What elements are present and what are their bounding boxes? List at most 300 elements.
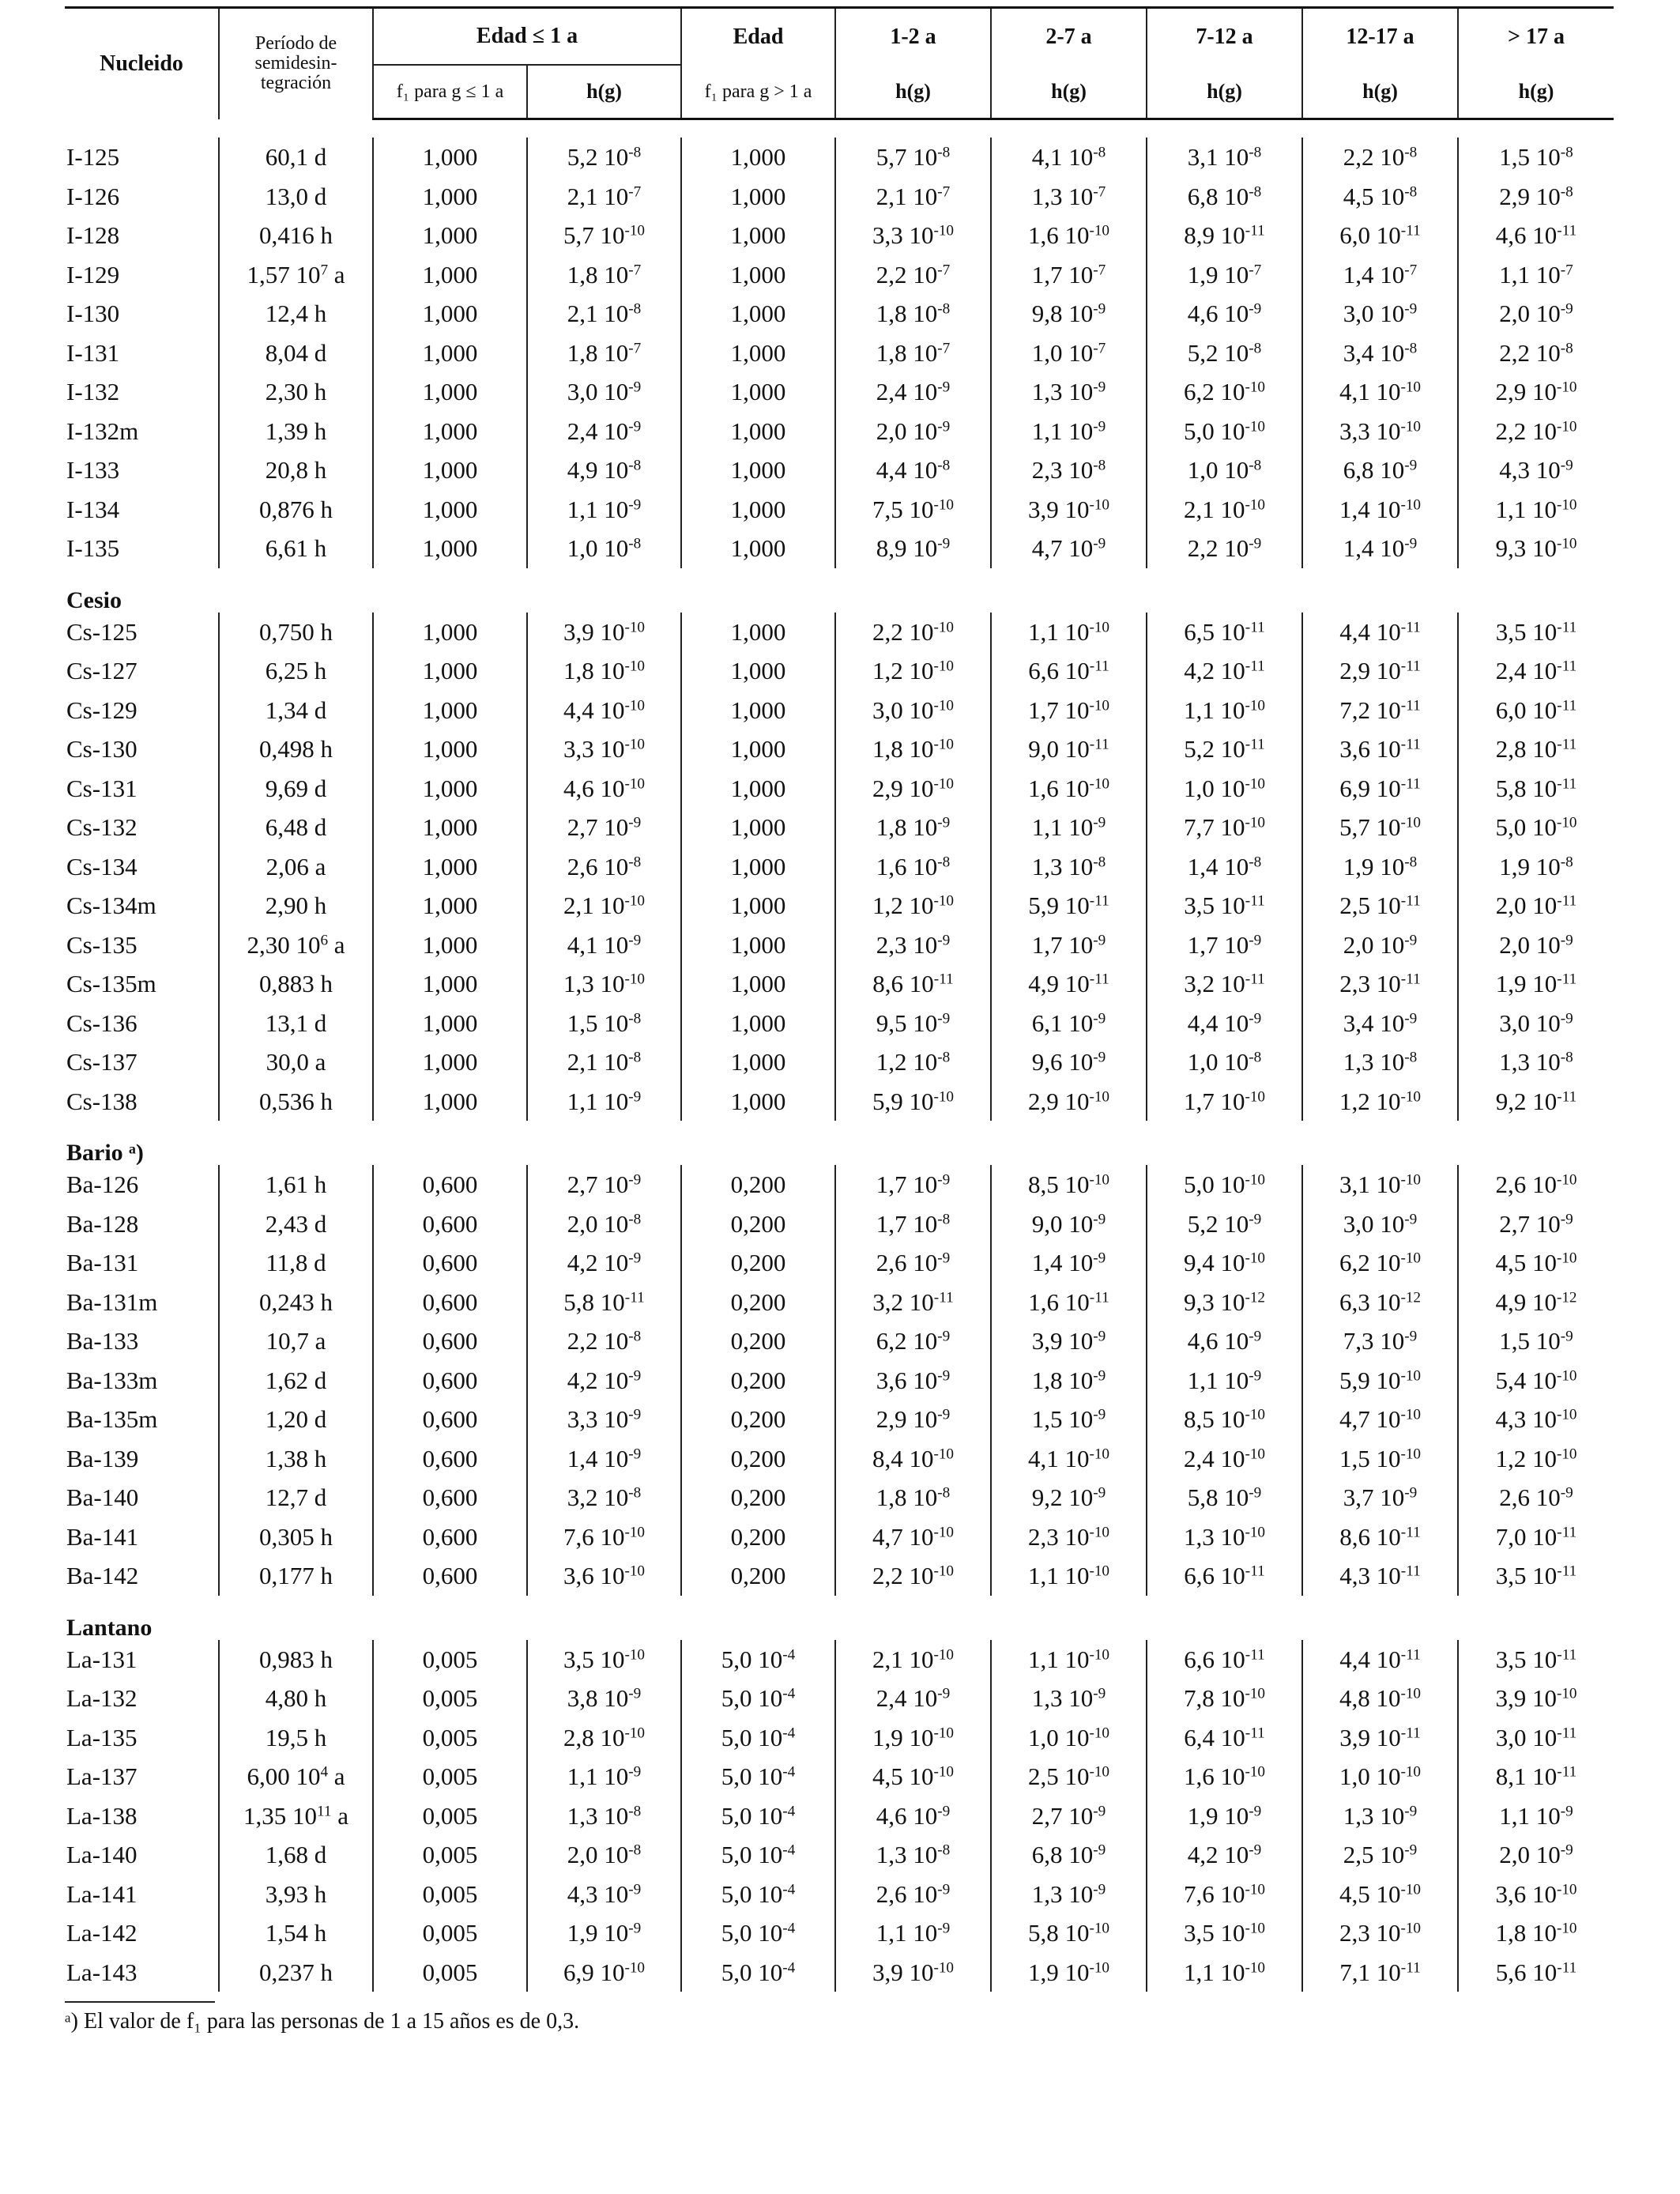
cell-periodo: 6,61 h xyxy=(219,529,373,568)
cell-hg-2-7: 2,3 $10^{-10}$ xyxy=(991,1517,1147,1557)
cell-hg-12-17: 1,4 $10^{-10}$ xyxy=(1302,490,1458,530)
exponent: -8 xyxy=(1249,183,1262,201)
exponent: -10 xyxy=(1089,1646,1110,1664)
cell-nucleido: Cs-135 xyxy=(65,925,219,965)
exponent: -10 xyxy=(1089,1725,1110,1742)
cell-hg-1-2: 2,3 $10^{-9}$ xyxy=(835,925,991,965)
cell-hg-1-2: 1,7 $10^{-8}$ xyxy=(835,1204,991,1244)
cell-hg-12-17: 7,2 $10^{-11}$ xyxy=(1302,691,1458,730)
exponent: -8 xyxy=(1404,183,1418,201)
exponent: -4 xyxy=(782,1685,796,1702)
cell-hg-gt17: 2,2 $10^{-8}$ xyxy=(1499,338,1573,367)
exponent: -8 xyxy=(628,1328,642,1345)
exponent: -9 xyxy=(1249,932,1262,949)
cell-f1-le1: 1,000 xyxy=(373,529,527,568)
cell-hg-12-17: 4,1 $10^{-10}$ xyxy=(1302,372,1458,412)
exponent: 11 xyxy=(316,1803,332,1820)
cell-nucleido: I-126 xyxy=(65,177,219,217)
cell-hg-12-17: 1,4 $10^{-9}$ xyxy=(1302,529,1458,568)
exponent: -10 xyxy=(1089,1171,1110,1189)
exponent: -10 xyxy=(1400,1406,1422,1423)
cell-hg-2-7: 6,8 $10^{-9}$ xyxy=(991,1835,1147,1875)
cell-hg-1-2: 8,4 $10^{-10}$ xyxy=(835,1439,991,1479)
cell-hg-7-12: 9,3 $10^{-12}$ xyxy=(1147,1283,1302,1322)
cell-hg-2-7: 4,7 $10^{-9}$ xyxy=(991,529,1147,568)
exponent: -10 xyxy=(1245,496,1266,514)
cell-nucleido: I-135 xyxy=(65,529,219,568)
exponent: -9 xyxy=(628,1171,642,1189)
exponent: -9 xyxy=(937,1171,951,1189)
exponent: -9 xyxy=(1560,1211,1573,1228)
exponent: -11 xyxy=(1089,1289,1109,1306)
header-f1-le1: f₁ para g ≤ 1 a xyxy=(373,65,527,119)
cell-hg-2-7: 2,7 $10^{-9}$ xyxy=(991,1796,1147,1836)
exponent: -10 xyxy=(1245,1881,1266,1898)
cell-hg-1-2: 1,7 $10^{-9}$ xyxy=(835,1165,991,1204)
cell-hg-1-2: 4,7 $10^{-10}$ xyxy=(835,1517,991,1557)
cell-hg-1-2: 1,6 $10^{-8}$ xyxy=(835,847,991,887)
cell-hg-le1: 2,1 $10^{-7}$ xyxy=(527,177,681,217)
cell-hg-12-17: 1,9 $10^{-8}$ xyxy=(1302,847,1458,887)
cell-f1-gt1: 1,000 xyxy=(681,216,835,255)
exponent: -10 xyxy=(1556,1406,1577,1423)
exponent: -11 xyxy=(1245,1725,1265,1742)
cell-hg-1-2: 2,6 $10^{-9}$ xyxy=(835,1875,991,1914)
exponent: -11 xyxy=(1557,658,1577,675)
exponent: -8 xyxy=(628,1842,642,1859)
exponent: -7 xyxy=(937,183,951,201)
exponent: -8 xyxy=(937,1484,951,1502)
cell-periodo: 2,30 $10^6$ a xyxy=(219,925,373,965)
cell-hg-1-2: 2,2 $10^{-10}$ xyxy=(835,1556,991,1596)
cell-f1-gt1: 1,000 xyxy=(681,372,835,412)
cell-hg-2-7: 1,1 $10^{-9}$ xyxy=(991,808,1147,847)
cell-hg-gt17: 2,6 $10^{-10}$ xyxy=(1495,1171,1577,1199)
cell-nucleido: Cs-130 xyxy=(65,729,219,769)
table-row xyxy=(65,1913,1614,1953)
table-row xyxy=(65,294,1614,334)
exponent: -11 xyxy=(1400,1725,1421,1742)
exponent: -8 xyxy=(628,1049,642,1066)
cell-hg-gt17: 1,1 $10^{-7}$ xyxy=(1499,260,1573,288)
exponent: -9 xyxy=(1093,1685,1106,1702)
exponent: -10 xyxy=(933,736,955,753)
cell-hg-12-17: 4,5 $10^{-8}$ xyxy=(1302,177,1458,217)
exponent: -9 xyxy=(1093,1842,1106,1859)
cell-hg-7-12: 1,0 $10^{-10}$ xyxy=(1147,769,1302,809)
exponent: -11 xyxy=(1557,892,1577,910)
exponent: 7 xyxy=(320,262,329,279)
table-row xyxy=(65,808,1614,847)
exponent: -8 xyxy=(628,144,642,161)
cell-f1-gt1: 0,200 xyxy=(681,1165,835,1204)
cell-f1-gt1: 1,000 xyxy=(681,808,835,847)
cell-hg-gt17: 7,0 $10^{-11}$ xyxy=(1495,1522,1577,1551)
table-row xyxy=(65,964,1614,1004)
exponent: -10 xyxy=(1400,496,1422,514)
exponent: -11 xyxy=(1245,971,1265,988)
cell-hg-1-2: 5,7 $10^{-8}$ xyxy=(835,138,991,177)
cell-f1-le1: 1,000 xyxy=(373,691,527,730)
exponent: -11 xyxy=(1245,222,1265,239)
exponent: -8 xyxy=(937,1049,951,1066)
exponent: -11 xyxy=(1400,775,1421,793)
cell-periodo: 0,305 h xyxy=(219,1517,373,1557)
cell-hg-7-12: 5,8 $10^{-9}$ xyxy=(1147,1478,1302,1517)
exponent: -11 xyxy=(1557,619,1577,636)
exponent: -8 xyxy=(937,300,951,318)
cell-hg-le1: 1,1 $10^{-9}$ xyxy=(527,1757,681,1796)
cell-hg-gt17: 4,6 $10^{-11}$ xyxy=(1495,221,1577,250)
exponent: -10 xyxy=(624,971,646,988)
cell-hg-7-12: 2,4 $10^{-10}$ xyxy=(1147,1439,1302,1479)
cell-hg-12-17: 3,4 $10^{-8}$ xyxy=(1302,334,1458,373)
exponent: -9 xyxy=(1404,1803,1418,1820)
exponent: -10 xyxy=(1089,619,1110,636)
table-row xyxy=(65,450,1614,490)
section-title: Bario ᵃ) xyxy=(66,1140,144,1165)
cell-hg-gt17: 2,4 $10^{-11}$ xyxy=(1495,657,1577,685)
cell-f1-gt1: 1,000 xyxy=(681,1082,835,1122)
cell-hg-2-7: 1,1 $10^{-10}$ xyxy=(991,1640,1147,1679)
cell-nucleido: Cs-138 xyxy=(65,1082,219,1122)
header-row-1 xyxy=(65,8,1614,66)
exponent: -8 xyxy=(1560,854,1573,871)
cell-f1-le1: 0,600 xyxy=(373,1321,527,1361)
exponent: -10 xyxy=(624,222,646,239)
cell-hg-gt17: 5,0 $10^{-10}$ xyxy=(1495,813,1577,842)
exponent: -10 xyxy=(933,1524,955,1541)
table-row xyxy=(65,613,1614,652)
cell-periodo: 6,00 $10^4$ a xyxy=(219,1757,373,1796)
cell-hg-7-12: 7,6 $10^{-10}$ xyxy=(1147,1875,1302,1914)
cell-hg-gt17: 6,0 $10^{-11}$ xyxy=(1495,696,1577,724)
cell-hg-le1: 1,9 $10^{-9}$ xyxy=(527,1913,681,1953)
cell-nucleido: I-125 xyxy=(65,138,219,177)
exponent: -11 xyxy=(1557,1524,1577,1541)
exponent: -10 xyxy=(933,1725,955,1742)
exponent: -10 xyxy=(1089,1446,1110,1463)
cell-hg-le1: 1,4 $10^{-9}$ xyxy=(527,1439,681,1479)
cell-periodo: 2,30 h xyxy=(219,372,373,412)
table-row xyxy=(65,529,1614,568)
cell-hg-1-2: 1,2 $10^{-10}$ xyxy=(835,886,991,925)
cell-hg-1-2: 1,3 $10^{-8}$ xyxy=(835,1835,991,1875)
exponent: -9 xyxy=(937,1803,951,1820)
cell-nucleido: Ba-140 xyxy=(65,1478,219,1517)
exponent: -8 xyxy=(1560,1049,1573,1066)
cell-hg-7-12: 1,4 $10^{-8}$ xyxy=(1147,847,1302,887)
table-row xyxy=(65,490,1614,530)
exponent: -10 xyxy=(1245,1406,1266,1423)
exponent: -8 xyxy=(1249,144,1262,161)
section-header-row xyxy=(65,1121,1614,1165)
exponent: -9 xyxy=(1249,1842,1262,1859)
table-row xyxy=(65,1204,1614,1244)
exponent: -11 xyxy=(1245,1646,1265,1664)
cell-hg-le1: 2,1 $10^{-8}$ xyxy=(527,1042,681,1082)
cell-hg-2-7: 1,8 $10^{-9}$ xyxy=(991,1361,1147,1400)
cell-f1-gt1: 1,000 xyxy=(681,490,835,530)
exponent: -11 xyxy=(1557,775,1577,793)
cell-hg-le1: 3,5 $10^{-10}$ xyxy=(527,1640,681,1679)
header-age-gt17: > 17 a xyxy=(1458,8,1614,66)
cell-hg-le1: 2,8 $10^{-10}$ xyxy=(527,1718,681,1758)
cell-periodo: 1,62 d xyxy=(219,1361,373,1400)
cell-hg-7-12: 3,5 $10^{-11}$ xyxy=(1147,886,1302,925)
cell-hg-7-12: 4,4 $10^{-9}$ xyxy=(1147,1004,1302,1043)
exponent: -8 xyxy=(1093,144,1106,161)
exponent: -10 xyxy=(1556,814,1577,831)
cell-hg-7-12: 5,2 $10^{-9}$ xyxy=(1147,1204,1302,1244)
cell-hg-gt17: 2,9 $10^{-8}$ xyxy=(1499,182,1573,210)
cell-hg-gt17: 3,5 $10^{-11}$ xyxy=(1495,1645,1577,1673)
cell-hg-7-12: 9,4 $10^{-10}$ xyxy=(1147,1243,1302,1283)
exponent: -9 xyxy=(937,1920,951,1937)
exponent: -11 xyxy=(1557,1563,1577,1580)
cell-hg-7-12: 8,5 $10^{-10}$ xyxy=(1147,1400,1302,1439)
cell-periodo: 1,57 $10^7$ a xyxy=(219,255,373,295)
cell-hg-le1: 4,9 $10^{-8}$ xyxy=(527,450,681,490)
cell-hg-le1: 2,0 $10^{-8}$ xyxy=(527,1835,681,1875)
cell-hg-12-17: 3,6 $10^{-11}$ xyxy=(1302,729,1458,769)
cell-periodo: 1,39 h xyxy=(219,412,373,451)
cell-f1-gt1: 1,000 xyxy=(681,886,835,925)
cell-f1-gt1: 5,0 $10^{-4}$ xyxy=(681,1875,835,1914)
exponent: -9 xyxy=(628,932,642,949)
cell-hg-1-2: 6,2 $10^{-9}$ xyxy=(835,1321,991,1361)
cell-hg-7-12: 5,0 $10^{-10}$ xyxy=(1147,412,1302,451)
cell-hg-le1: 1,5 $10^{-8}$ xyxy=(527,1004,681,1043)
cell-hg-2-7: 1,7 $10^{-7}$ xyxy=(991,255,1147,295)
exponent: -9 xyxy=(1093,932,1106,949)
cell-hg-7-12: 1,9 $10^{-7}$ xyxy=(1147,255,1302,295)
cell-hg-7-12: 6,5 $10^{-11}$ xyxy=(1147,613,1302,652)
cell-hg-1-2: 3,0 $10^{-10}$ xyxy=(835,691,991,730)
cell-hg-12-17: 8,6 $10^{-11}$ xyxy=(1302,1517,1458,1557)
exponent: -10 xyxy=(1400,1088,1422,1106)
exponent: -10 xyxy=(1400,1250,1422,1267)
exponent: -9 xyxy=(1093,418,1106,435)
header-hg-12-17: h(g) xyxy=(1302,65,1458,119)
exponent: -10 xyxy=(933,1088,955,1106)
cell-hg-gt17: 2,0 $10^{-9}$ xyxy=(1499,300,1573,328)
cell-nucleido: Cs-132 xyxy=(65,808,219,847)
exponent: -9 xyxy=(628,496,642,514)
exponent: -8 xyxy=(628,300,642,318)
exponent: -4 xyxy=(782,1842,796,1859)
exponent: -11 xyxy=(1557,736,1577,753)
exponent: -10 xyxy=(1089,222,1110,239)
cell-hg-7-12: 5,2 $10^{-11}$ xyxy=(1147,729,1302,769)
cell-hg-2-7: 6,1 $10^{-9}$ xyxy=(991,1004,1147,1043)
exponent: -9 xyxy=(1093,1484,1106,1502)
exponent: -12 xyxy=(1400,1289,1422,1306)
cell-periodo: 1,61 h xyxy=(219,1165,373,1204)
cell-periodo: 1,34 d xyxy=(219,691,373,730)
cell-hg-1-2: 2,6 $10^{-9}$ xyxy=(835,1243,991,1283)
cell-hg-1-2: 7,5 $10^{-10}$ xyxy=(835,490,991,530)
exponent: -9 xyxy=(1404,1211,1418,1228)
cell-periodo: 13,0 d xyxy=(219,177,373,217)
cell-nucleido: La-138 xyxy=(65,1796,219,1836)
cell-hg-le1: 2,7 $10^{-9}$ xyxy=(527,1165,681,1204)
cell-hg-2-7: 1,7 $10^{-9}$ xyxy=(991,925,1147,965)
table-row xyxy=(65,1478,1614,1517)
document-page xyxy=(65,6,1614,2188)
cell-hg-le1: 1,1 $10^{-9}$ xyxy=(527,490,681,530)
cell-f1-le1: 1,000 xyxy=(373,925,527,965)
cell-hg-gt17: 4,9 $10^{-12}$ xyxy=(1495,1287,1577,1316)
cell-hg-12-17: 6,9 $10^{-11}$ xyxy=(1302,769,1458,809)
cell-hg-le1: 3,9 $10^{-10}$ xyxy=(527,613,681,652)
exponent: -10 xyxy=(1400,814,1422,831)
cell-hg-2-7: 6,6 $10^{-11}$ xyxy=(991,651,1147,691)
cell-hg-2-7: 4,1 $10^{-8}$ xyxy=(991,138,1147,177)
exponent: -9 xyxy=(937,1250,951,1267)
exponent: -9 xyxy=(1560,457,1573,474)
cell-f1-le1: 0,005 xyxy=(373,1835,527,1875)
cell-f1-le1: 0,005 xyxy=(373,1796,527,1836)
cell-hg-7-12: 1,0 $10^{-8}$ xyxy=(1147,450,1302,490)
cell-periodo: 0,536 h xyxy=(219,1082,373,1122)
exponent: -9 xyxy=(628,379,642,396)
header-hg-2-7: h(g) xyxy=(991,65,1147,119)
table-row xyxy=(65,1796,1614,1836)
exponent: -11 xyxy=(1400,1563,1421,1580)
table-row xyxy=(65,925,1614,965)
cell-hg-7-12: 6,6 $10^{-11}$ xyxy=(1147,1640,1302,1679)
exponent: -9 xyxy=(1093,1881,1106,1898)
cell-hg-2-7: 3,9 $10^{-10}$ xyxy=(991,490,1147,530)
cell-hg-7-12: 6,8 $10^{-8}$ xyxy=(1147,177,1302,217)
cell-hg-7-12: 5,0 $10^{-10}$ xyxy=(1147,1165,1302,1204)
cell-hg-2-7: 9,2 $10^{-9}$ xyxy=(991,1478,1147,1517)
table-row xyxy=(65,1679,1614,1718)
table-row xyxy=(65,1004,1614,1043)
cell-hg-1-2: 5,9 $10^{-10}$ xyxy=(835,1082,991,1122)
cell-hg-7-12: 1,3 $10^{-10}$ xyxy=(1147,1517,1302,1557)
cell-periodo: 4,80 h xyxy=(219,1679,373,1718)
cell-hg-1-2: 2,0 $10^{-9}$ xyxy=(835,412,991,451)
cell-nucleido: Cs-125 xyxy=(65,613,219,652)
cell-nucleido: I-128 xyxy=(65,216,219,255)
exponent: -10 xyxy=(1556,496,1577,514)
cell-hg-12-17: 6,8 $10^{-9}$ xyxy=(1302,450,1458,490)
exponent: -10 xyxy=(1245,814,1266,831)
exponent: -10 xyxy=(1245,1524,1266,1541)
exponent: -9 xyxy=(1093,535,1106,552)
exponent: -10 xyxy=(1556,379,1577,396)
table-row xyxy=(65,1718,1614,1758)
cell-hg-7-12: 4,6 $10^{-9}$ xyxy=(1147,294,1302,334)
table-row xyxy=(65,1042,1614,1082)
exponent: -11 xyxy=(1400,658,1421,675)
cell-nucleido: Ba-131 xyxy=(65,1243,219,1283)
cell-f1-le1: 1,000 xyxy=(373,651,527,691)
cell-f1-le1: 0,005 xyxy=(373,1875,527,1914)
exponent: -4 xyxy=(782,1881,796,1898)
exponent: -8 xyxy=(1560,340,1573,357)
exponent: -11 xyxy=(1245,658,1265,675)
cell-hg-gt17: 3,5 $10^{-11}$ xyxy=(1495,1562,1577,1590)
exponent: -9 xyxy=(1560,1328,1573,1345)
cell-hg-7-12: 2,2 $10^{-9}$ xyxy=(1147,529,1302,568)
exponent: -10 xyxy=(933,892,955,910)
table-row xyxy=(65,138,1614,177)
cell-hg-12-17: 3,9 $10^{-11}$ xyxy=(1302,1718,1458,1758)
cell-nucleido: Ba-133 xyxy=(65,1321,219,1361)
cell-hg-gt17: 1,1 $10^{-10}$ xyxy=(1495,495,1577,523)
table-row xyxy=(65,1640,1614,1679)
exponent: -8 xyxy=(1093,854,1106,871)
exponent: -11 xyxy=(1557,1646,1577,1664)
cell-hg-12-17: 2,0 $10^{-9}$ xyxy=(1302,925,1458,965)
cell-hg-le1: 2,2 $10^{-8}$ xyxy=(527,1321,681,1361)
exponent: -11 xyxy=(1400,736,1421,753)
cell-f1-gt1: 1,000 xyxy=(681,964,835,1004)
cell-hg-2-7: 1,3 $10^{-9}$ xyxy=(991,1875,1147,1914)
cell-hg-2-7: 1,3 $10^{-9}$ xyxy=(991,1679,1147,1718)
cell-hg-12-17: 1,0 $10^{-10}$ xyxy=(1302,1757,1458,1796)
cell-periodo: 0,498 h xyxy=(219,729,373,769)
cell-hg-1-2: 1,8 $10^{-8}$ xyxy=(835,294,991,334)
cell-hg-12-17: 1,3 $10^{-8}$ xyxy=(1302,1042,1458,1082)
exponent: -7 xyxy=(628,183,642,201)
exponent: -10 xyxy=(1089,775,1110,793)
cell-hg-le1: 7,6 $10^{-10}$ xyxy=(527,1517,681,1557)
exponent: -10 xyxy=(1556,1920,1577,1937)
exponent: -11 xyxy=(1400,222,1421,239)
cell-periodo: 0,983 h xyxy=(219,1640,373,1679)
cell-periodo: 0,876 h xyxy=(219,490,373,530)
cell-f1-le1: 1,000 xyxy=(373,450,527,490)
cell-hg-2-7: 5,9 $10^{-11}$ xyxy=(991,886,1147,925)
cell-hg-le1: 5,7 $10^{-10}$ xyxy=(527,216,681,255)
cell-nucleido: Cs-129 xyxy=(65,691,219,730)
cell-f1-gt1: 0,200 xyxy=(681,1400,835,1439)
exponent: -9 xyxy=(628,418,642,435)
table-row xyxy=(65,847,1614,887)
cell-hg-le1: 2,1 $10^{-8}$ xyxy=(527,294,681,334)
cell-hg-gt17: 2,0 $10^{-9}$ xyxy=(1499,930,1573,959)
header-periodo-line3: tegración xyxy=(260,73,332,94)
exponent: -8 xyxy=(628,1803,642,1820)
exponent: -9 xyxy=(937,1881,951,1898)
exponent: -10 xyxy=(1245,697,1266,714)
cell-f1-le1: 0,600 xyxy=(373,1478,527,1517)
cell-hg-7-12: 5,2 $10^{-8}$ xyxy=(1147,334,1302,373)
cell-hg-le1: 3,2 $10^{-8}$ xyxy=(527,1478,681,1517)
exponent: -10 xyxy=(1245,1920,1266,1937)
cell-hg-7-12: 3,2 $10^{-11}$ xyxy=(1147,964,1302,1004)
exponent: -10 xyxy=(933,1563,955,1580)
spacer-row xyxy=(65,119,1614,138)
cell-hg-7-12: 3,5 $10^{-10}$ xyxy=(1147,1913,1302,1953)
exponent: -9 xyxy=(628,1406,642,1423)
cell-hg-gt17: 1,9 $10^{-11}$ xyxy=(1495,970,1577,998)
exponent: -10 xyxy=(624,892,646,910)
cell-hg-le1: 3,3 $10^{-10}$ xyxy=(527,729,681,769)
cell-hg-gt17: 1,8 $10^{-10}$ xyxy=(1495,1919,1577,1947)
exponent: -11 xyxy=(933,971,954,988)
exponent: -9 xyxy=(937,1328,951,1345)
cell-hg-le1: 5,2 $10^{-8}$ xyxy=(527,138,681,177)
exponent: -11 xyxy=(1557,971,1577,988)
exponent: -8 xyxy=(1249,457,1262,474)
cell-hg-2-7: 1,6 $10^{-10}$ xyxy=(991,769,1147,809)
header-edad: Edad xyxy=(681,8,835,66)
